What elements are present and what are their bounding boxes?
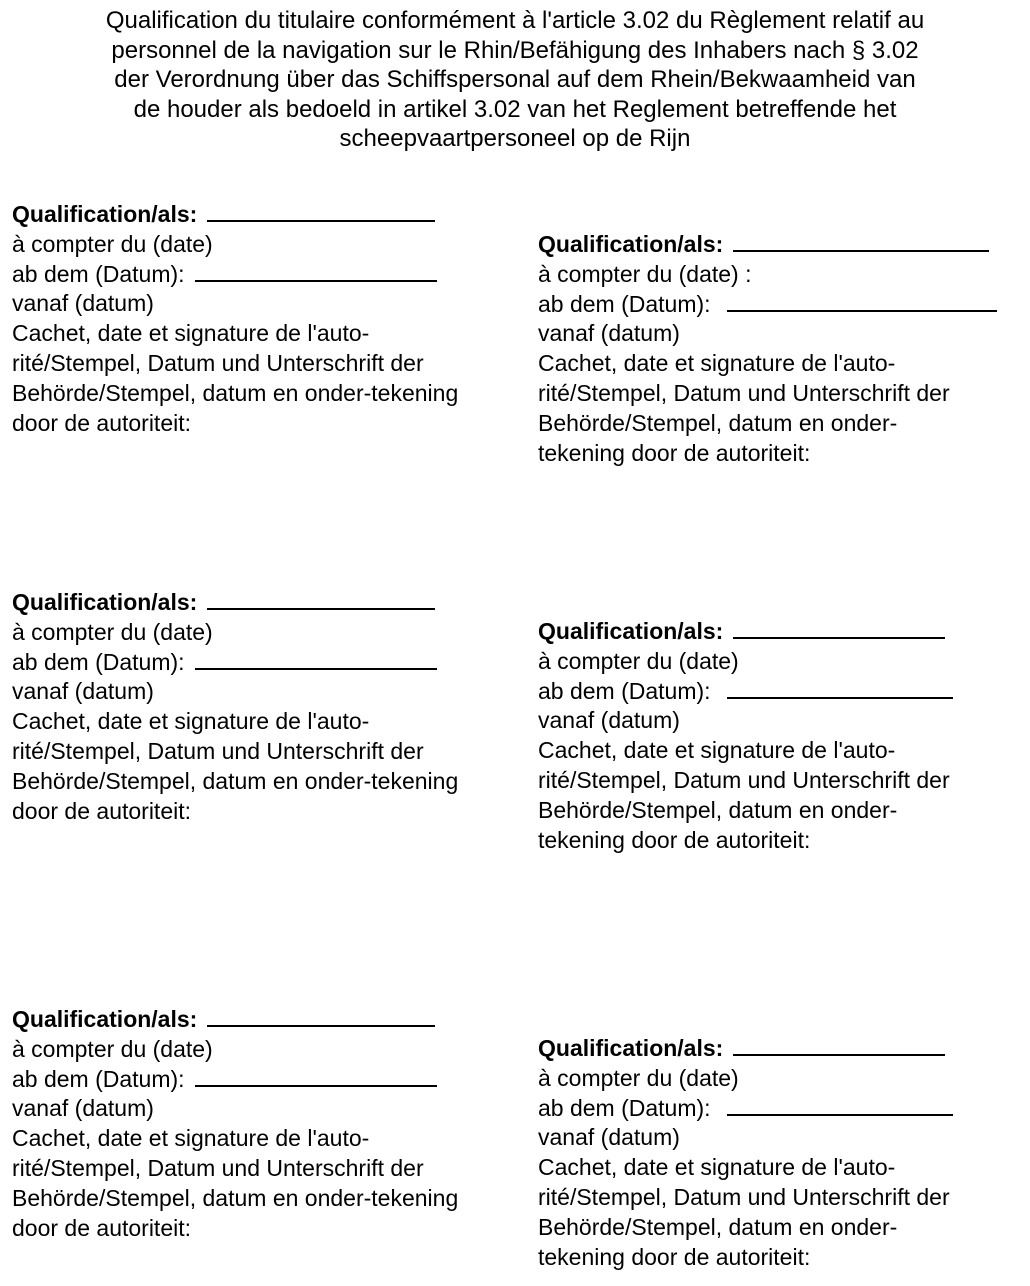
qualification-block <box>12 1005 458 1243</box>
qualification-block <box>538 230 997 468</box>
block-line: Behörde/Stempel, datum en onder- <box>538 409 898 436</box>
block-line: tekening door de autoriteit: <box>538 439 811 466</box>
block-line: rité/Stempel, Datum und Unterschrift der <box>12 1154 424 1181</box>
block-line: rité/Stempel, Datum und Unterschrift der <box>538 379 950 406</box>
block-line: Behörde/Stempel, datum en onder- <box>538 1213 898 1240</box>
block-line: rité/Stempel, Datum und Unterschrift der <box>12 737 424 764</box>
block-line: vanaf (datum) <box>538 707 680 734</box>
block-line: Cachet, date et signature de l'auto- <box>12 320 370 347</box>
block-line: ab dem (Datum): <box>12 1065 185 1092</box>
block-line: Cachet, date et signature de l'auto- <box>12 708 370 735</box>
block-line: rité/Stempel, Datum und Unterschrift der <box>12 349 424 376</box>
date-field[interactable] <box>195 264 437 282</box>
block-line: ab dem (Datum): <box>538 677 711 704</box>
block-line: ab dem (Datum): <box>538 290 711 317</box>
qualification-field[interactable] <box>207 592 435 610</box>
title-line: Qualification du titulaire conformément à l'article 3.02 du Règlement relatif au <box>105 7 925 34</box>
block-line: Cachet, date et signature de l'auto- <box>12 1125 370 1152</box>
title-line: personnel de la navigation sur le Rhin/Befähigung des Inhabers nach § 3.02 <box>111 36 919 64</box>
date-field[interactable] <box>195 652 437 670</box>
title-line: scheepvaartpersoneel op de Rijn <box>339 125 691 153</box>
block-line: tekening door de autoriteit: <box>538 1243 811 1270</box>
date-field[interactable] <box>727 681 953 699</box>
qualification-block <box>538 617 953 855</box>
block-line: vanaf (datum) <box>538 1124 680 1151</box>
block-line: à compter du (date) <box>12 618 213 645</box>
title-line: de houder als bedoeld in artikel 3.02 van het Reglement betreffende het <box>133 95 897 123</box>
block-line: ab dem (Datum): <box>12 260 185 287</box>
date-field[interactable] <box>727 294 997 312</box>
block-line: vanaf (datum) <box>538 320 680 347</box>
block-line: Behörde/Stempel, datum en onder- <box>538 796 898 823</box>
block-line: Behörde/Stempel, datum en onder-tekening <box>12 1184 459 1211</box>
block-line: à compter du (date) <box>538 647 739 674</box>
date-field[interactable] <box>727 1098 953 1116</box>
qualification-heading: Qualification/als: <box>538 1035 724 1061</box>
block-line: à compter du (date) <box>12 1035 213 1062</box>
block-line: vanaf (datum) <box>12 678 154 705</box>
qualification-heading: Qualification/als: <box>538 618 724 644</box>
block-line: Behörde/Stempel, datum en onder-tekening <box>12 767 459 794</box>
block-line: rité/Stempel, Datum und Unterschrift der <box>538 1183 950 1210</box>
block-line: à compter du (date) : <box>538 260 752 287</box>
qualification-heading: Qualification/als: <box>538 231 724 257</box>
qualification-field[interactable] <box>207 1009 435 1027</box>
qualification-field[interactable] <box>733 621 945 639</box>
block-line: ab dem (Datum): <box>12 648 185 675</box>
block-line: à compter du (date) <box>538 1064 739 1091</box>
date-field[interactable] <box>195 1069 437 1087</box>
block-line: Behörde/Stempel, datum en onder-tekening <box>12 379 459 406</box>
block-line: Cachet, date et signature de l'auto- <box>538 737 896 764</box>
qualification-heading: Qualification/als: <box>12 1006 198 1032</box>
block-line: door de autoriteit: <box>12 797 192 824</box>
block-line: rité/Stempel, Datum und Unterschrift der <box>538 766 950 793</box>
block-line: vanaf (datum) <box>12 290 154 317</box>
qualification-field[interactable] <box>207 204 435 222</box>
block-line: à compter du (date) <box>12 230 213 257</box>
block-line: Cachet, date et signature de l'auto- <box>538 1154 896 1181</box>
qualification-block <box>12 588 458 826</box>
block-line: tekening door de autoriteit: <box>538 826 811 853</box>
title-line: der Verordnung über das Schiffspersonal auf dem Rhein/Bekwaamheid van <box>114 66 916 94</box>
block-line: door de autoriteit: <box>12 409 192 436</box>
qualification-heading: Qualification/als: <box>12 201 198 227</box>
document-title <box>6 6 1024 154</box>
block-line: ab dem (Datum): <box>538 1094 711 1121</box>
block-line: vanaf (datum) <box>12 1095 154 1122</box>
qualification-block <box>538 1034 953 1272</box>
qualification-field[interactable] <box>733 1038 945 1056</box>
block-line: door de autoriteit: <box>12 1214 192 1241</box>
block-line: Cachet, date et signature de l'auto- <box>538 350 896 377</box>
qualification-field[interactable] <box>733 234 989 252</box>
qualification-block <box>12 200 458 438</box>
qualification-heading: Qualification/als: <box>12 589 198 615</box>
